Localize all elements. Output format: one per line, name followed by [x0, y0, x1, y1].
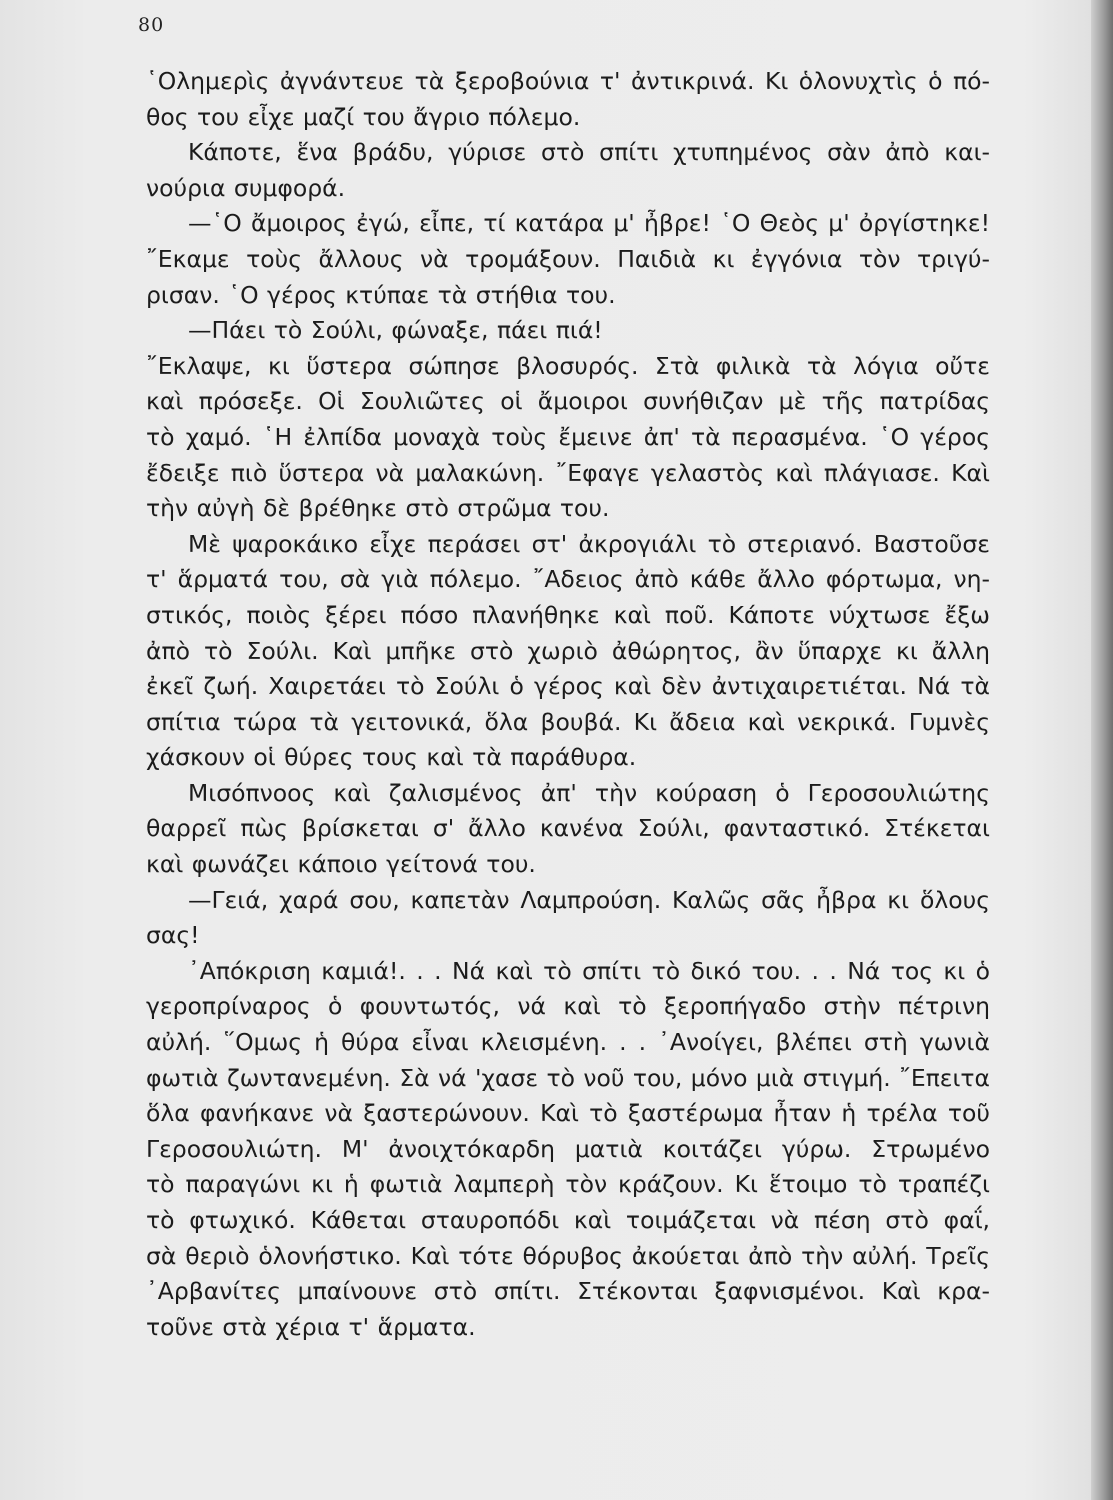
text-line: στικός, ποιὸς ξέρει πόσο πλανήθηκε καὶ ποῦ. Κάποτε νύχτωσε ἔξω	[146, 600, 990, 629]
text-line: φωτιὰ ζωντανεμένη. Σὰ νά 'χασε τὸ νοῦ του, μόνο μιὰ στιγμή. ῎Επειτα	[146, 1063, 990, 1092]
text-line: σπίτια τώρα τὰ γειτονικά, ὅλα βουβά. Κι ἄδεια καὶ νεκρικά. Γυμνὲς	[146, 707, 990, 736]
text-line: καὶ πρόσεξε. Οἱ Σουλιῶτες οἱ ἄμοιροι συνήθιζαν μὲ τῆς πατρίδας	[146, 387, 990, 416]
text-line: Γεροσουλιώτη. Μ' ἀνοιχτόκαρδη ματιὰ κοιτάζει γύρω. Στρωμένο	[146, 1134, 990, 1163]
text-line: ἐκεῖ ζωή. Χαιρετάει τὸ Σούλι ὁ γέρος καὶ δὲν ἀντιχαιρετιέται. Νά τὰ	[146, 672, 990, 701]
text-line: τὴν αὐγὴ δὲ βρέθηκε στὸ στρῶμα του.	[146, 494, 610, 523]
text-line: ῎Εκλαψε, κι ὕστερα σώπησε βλοσυρός. Στὰ φιλικὰ τὰ λόγια οὔτε	[146, 351, 990, 380]
text-line: τ' ἅρματά του, σὰ γιὰ πόλεμο. ῎Αδειος ἀπὸ κάθε ἄλλο φόρτωμα, νη-	[146, 565, 990, 594]
text-line: ἔδειξε πιὸ ὕστερα νὰ μαλακώνη. ῎Εφαγε γελαστὸς καὶ πλάγιασε. Καὶ	[146, 458, 990, 487]
page-edge-shadow	[1091, 0, 1113, 1500]
text-line: ῾Ολημερὶς ἀγνάντευε τὰ ξεροβούνια τ' ἀντικρινά. Κι ὁλονυχτὶς ὁ πό-	[146, 67, 990, 95]
text-line: ρισαν. ῾Ο γέρος κτύπαε τὰ στήθια του.	[146, 280, 616, 309]
text-line: ᾿Απόκριση καμιά!. . . Νά καὶ τὸ σπίτι τὸ δικό του. . . Νά τος κι ὁ	[188, 956, 990, 985]
text-line: νούρια συμφορά.	[146, 173, 346, 202]
text-line: —Γειά, χαρά σου, καπετὰν Λαμπρούση. Καλῶς σᾶς ἦβρα κι ὅλους	[188, 885, 990, 914]
text-line: χάσκουν οἱ θύρες τους καὶ τὰ παράθυρα.	[146, 743, 637, 772]
page-number: 80	[138, 14, 165, 36]
text-line: ῎Εκαμε τοὺς ἄλλους νὰ τρομάξουν. Παιδιὰ κι ἐγγόνια τὸν τριγύ-	[146, 244, 990, 273]
text-line: ἀπὸ τὸ Σούλι. Καὶ μπῆκε στὸ χωριὸ ἀθώρητος, ἂν ὕπαρχε κι ἄλλη	[146, 636, 990, 665]
text-line: —Πάει τὸ Σούλι, φώναξε, πάει πιά!	[188, 316, 603, 345]
text-line: γεροπρίναρος ὁ φουντωτός, νά καὶ τὸ ξεροπήγαδο στὴν πέτρινη	[146, 992, 990, 1021]
text-line: σας!	[146, 921, 200, 950]
text-line: τοῦνε στὰ χέρια τ' ἅρματα.	[146, 1312, 476, 1341]
body-text	[146, 64, 990, 1345]
text-line: Κάποτε, ἕνα βράδυ, γύρισε στὸ σπίτι χτυπημένος σὰν ἀπὸ και-	[188, 138, 990, 167]
text-line: αὐλή. ῞Ομως ἡ θύρα εἶναι κλεισμένη. . . ᾿Ανοίγει, βλέπει στὴ γωνιὰ	[146, 1028, 990, 1057]
text-line: θος του εἶχε μαζί του ἄγριο πόλεμο.	[146, 102, 581, 131]
text-line: ᾿Αρβανίτες μπαίνουνε στὸ σπίτι. Στέκονται ξαφνισμένοι. Καὶ κρα-	[146, 1277, 990, 1306]
text-line: τὸ χαμό. ῾Η ἐλπίδα μοναχὰ τοὺς ἔμεινε ἀπ' τὰ περασμένα. ῾Ο γέρος	[146, 422, 990, 451]
text-line: καὶ φωνάζει κάποιο γείτονά του.	[146, 850, 536, 879]
text-line: θαρρεῖ πὼς βρίσκεται σ' ἄλλο κανένα Σούλι, φανταστικό. Στέκεται	[146, 814, 990, 843]
text-line: —῾Ο ἄμοιρος ἐγώ, εἶπε, τί κατάρα μ' ἦβρε! ῾Ο Θεὸς μ' ὀργίστηκε!	[188, 209, 990, 238]
text-line: Μισόπνοος καὶ ζαλισμένος ἀπ' τὴν κούραση ὁ Γεροσουλιώτης	[188, 778, 990, 807]
text-line: τὸ φτωχικό. Κάθεται σταυροπόδι καὶ τοιμάζεται νὰ πέση στὸ φαΐ,	[146, 1206, 990, 1234]
text-line: τὸ παραγώνι κι ἡ φωτιὰ λαμπερὴ τὸν κράζουν. Κι ἕτοιμο τὸ τραπέζι	[146, 1170, 990, 1199]
text-line: Μὲ ψαροκάικο εἶχε περάσει στ' ἀκρογιάλι τὸ στεριανό. Βαστοῦσε	[188, 529, 990, 558]
text-line: σὰ θεριὸ ὁλονήστικο. Καὶ τότε θόρυβος ἀκούεται ἀπὸ τὴν αὐλή. Τρεῖς	[146, 1241, 990, 1270]
text-line: ὅλα φανήκανε νὰ ξαστερώνουν. Καὶ τὸ ξαστέρωμα ἦταν ἡ τρέλα τοῦ	[146, 1099, 990, 1128]
